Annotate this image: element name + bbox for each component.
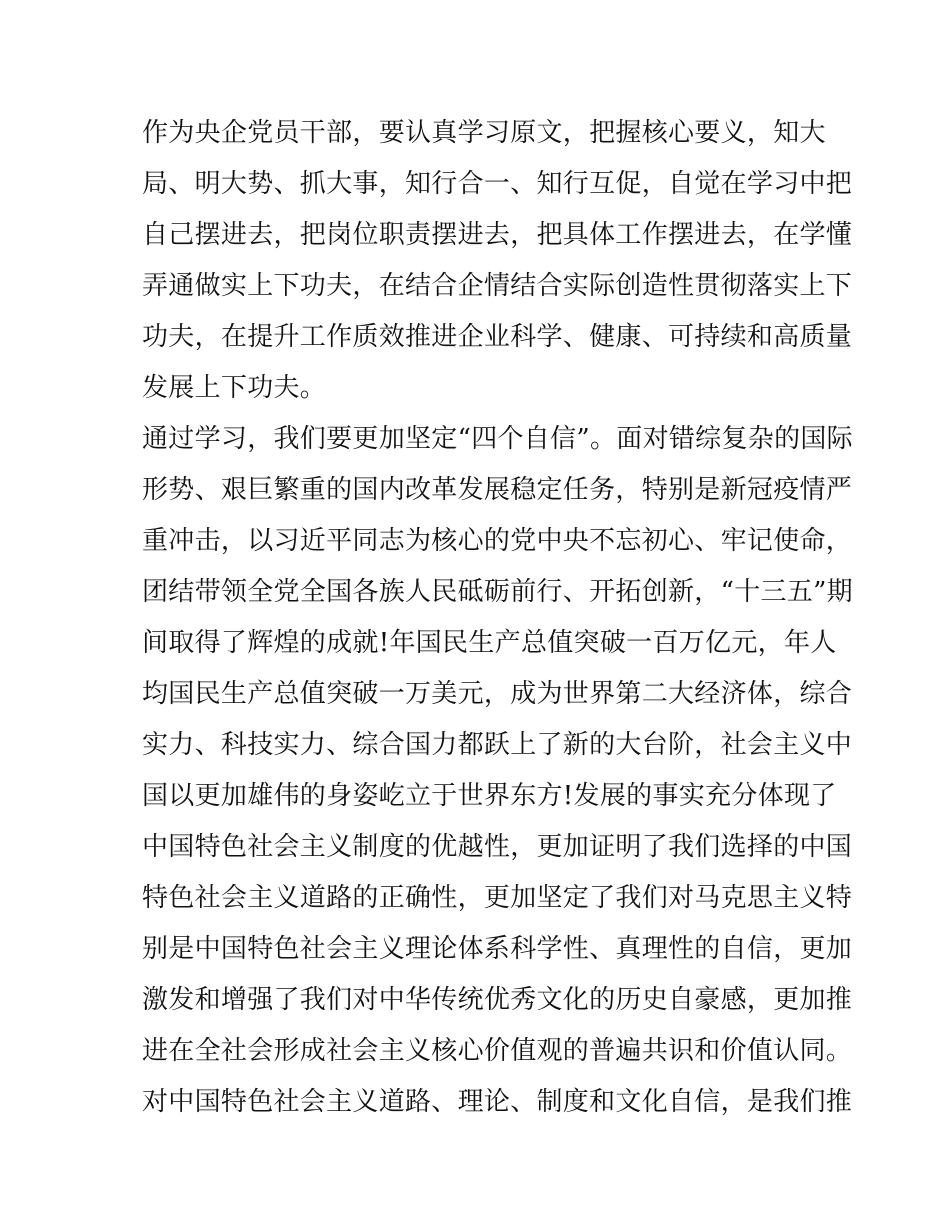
- text-line: 局、明大势、抓大事，知行合一、知行互促，自觉在学习中把: [142, 169, 853, 199]
- text-line: 间取得了辉煌的成就!年国民生产总值突破一百万亿元，年人: [142, 628, 837, 658]
- body-text: [142, 108, 853, 1128]
- text-line: 自己摆进去，把岗位职责摆进去，把具体工作摆进去，在学懂: [142, 220, 853, 250]
- text-line: 激发和增强了我们对中华传统优秀文化的历史自豪感，更加推: [142, 985, 853, 1015]
- text-line: 对中国特色社会主义道路、理论、制度和文化自信，是我们推: [142, 1087, 853, 1117]
- text-line: 形势、艰巨繁重的国内改革发展稳定任务，特别是新冠疫情严: [142, 475, 853, 505]
- text-line: 中国特色社会主义制度的优越性，更加证明了我们选择的中国: [142, 832, 853, 862]
- text-line: 特色社会主义道路的正确性，更加坚定了我们对马克思主义特: [142, 883, 853, 913]
- text-line: 团结带领全党全国各族人民砥砺前行、开拓创新，“十三五”期: [142, 577, 853, 607]
- text-line: 进在全社会形成社会主义核心价值观的普遍共识和价值认同。: [142, 1036, 853, 1066]
- text-line: 实力、科技实力、综合国力都跃上了新的大台阶，社会主义中: [142, 730, 853, 760]
- text-line: 通过学习，我们要更加坚定“四个自信”。面对错综复杂的国际: [142, 424, 853, 454]
- text-line: 弄通做实上下功夫，在结合企情结合实际创造性贯彻落实上下: [142, 271, 853, 301]
- text-line: 重冲击，以习近平同志为核心的党中央不忘初心、牢记使命，: [142, 526, 853, 556]
- text-line: 别是中国特色社会主义理论体系科学性、真理性的自信，更加: [142, 934, 853, 964]
- text-line: 功夫，在提升工作质效推进企业科学、健康、可持续和高质量: [142, 322, 853, 352]
- text-line: 国以更加雄伟的身姿屹立于世界东方!发展的事实充分体现了: [142, 781, 837, 811]
- text-line: 均国民生产总值突破一万美元，成为世界第二大经济体，综合: [142, 679, 853, 709]
- text-line: 发展上下功夫。: [142, 373, 327, 403]
- text-line: 作为央企党员干部，要认真学习原文，把握核心要义，知大: [142, 118, 826, 148]
